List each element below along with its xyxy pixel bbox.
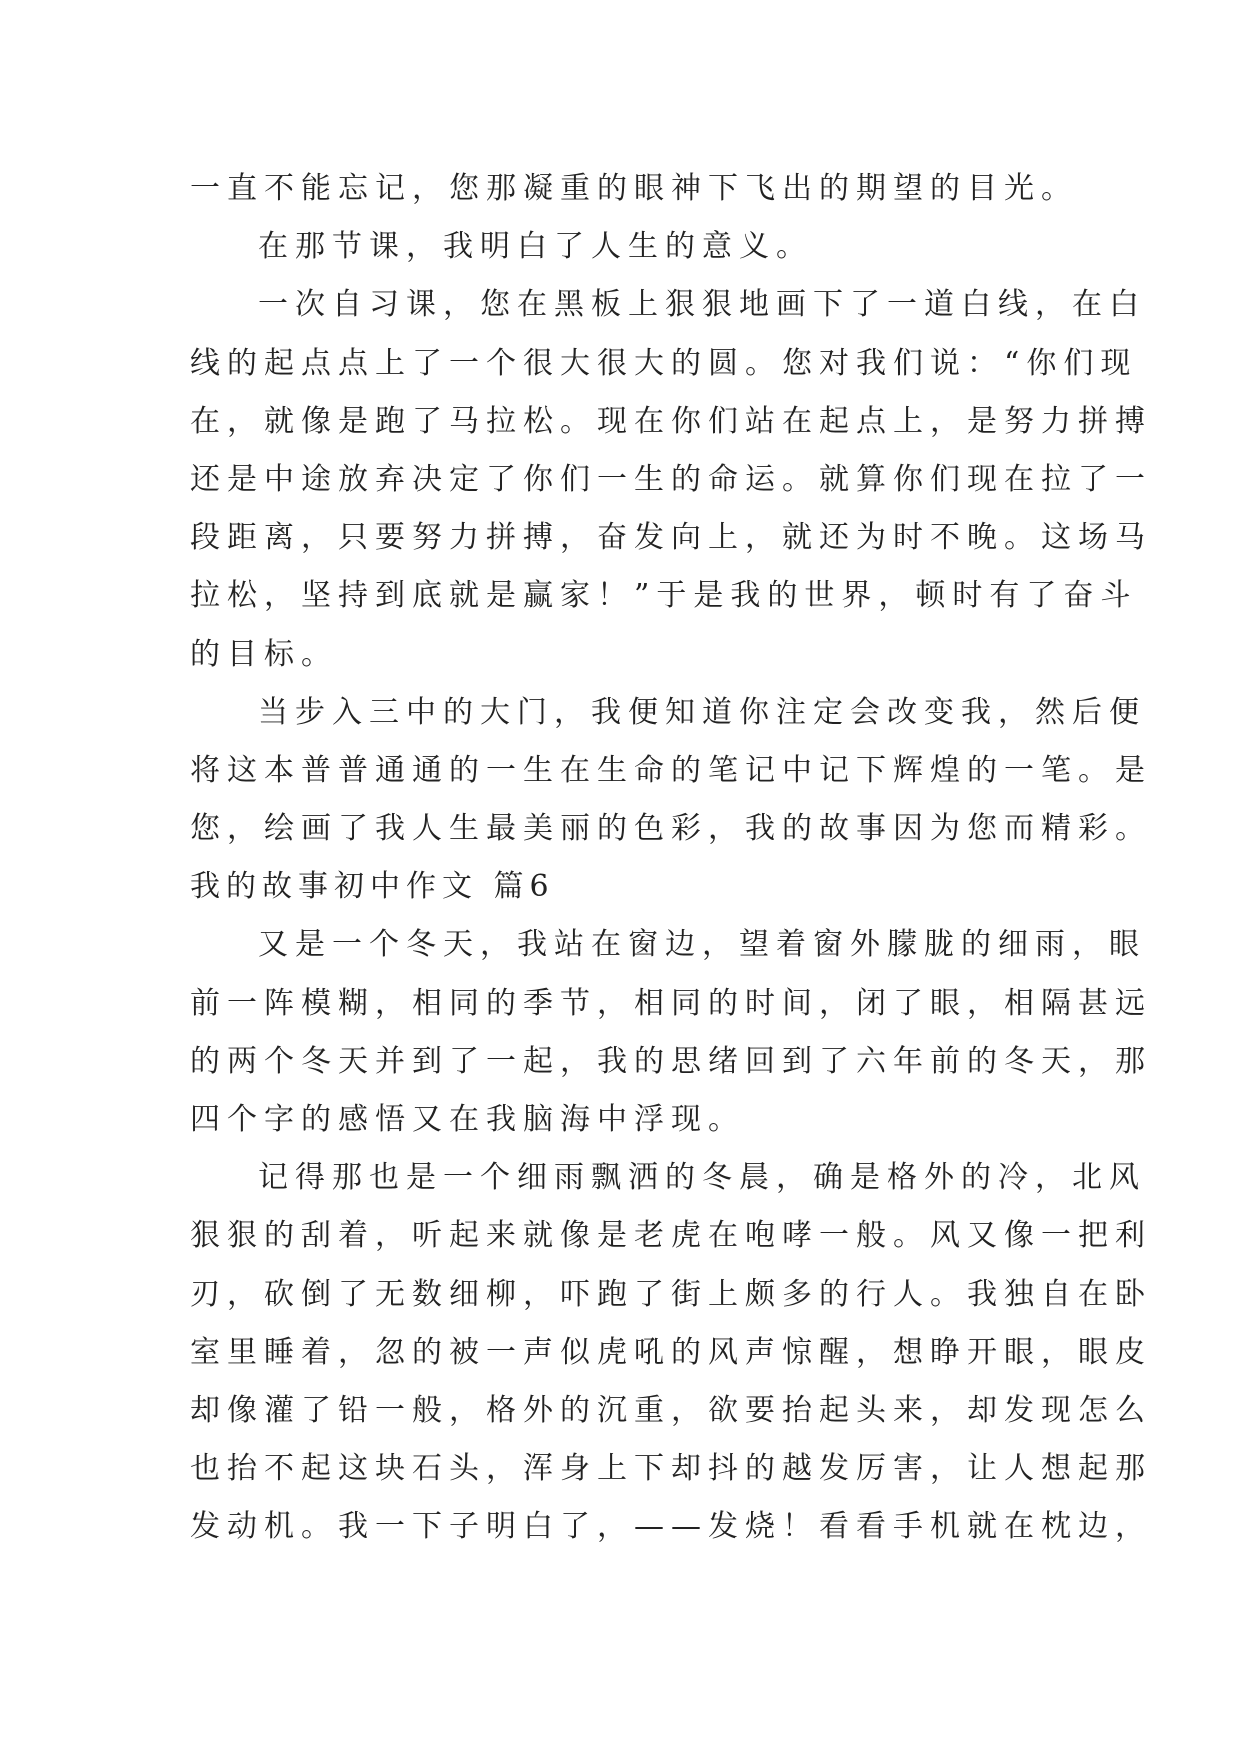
text-line: 段距离，只要努力拼搏，奋发向上，就还为时不晚。这场马: [190, 520, 1152, 556]
body-text: [190, 160, 1152, 1557]
text-line: 的两个冬天并到了一起，我的思绪回到了六年前的冬天，那: [190, 1043, 1152, 1079]
text-line: 发动机。我一下子明白了，——发烧！看看手机就在枕边，: [190, 1509, 1152, 1545]
text-line: 一直不能忘记，您那凝重的眼神下飞出的期望的目光。: [190, 171, 1078, 206]
text-line: 您，绘画了我人生最美丽的色彩，我的故事因为您而精彩。: [190, 811, 1152, 847]
paragraph-first-line: 一次自习课，您在黑板上狠狠地画下了一道白线，在白: [258, 287, 1146, 323]
text-line: 四个字的感悟又在我脑海中浮现。: [190, 1102, 745, 1137]
paragraph-first-line: 当步入三中的大门，我便知道你注定会改变我，然后便: [258, 694, 1146, 730]
text-line: 狠狠的刮着，听起来就像是老虎在咆哮一般。风又像一把利: [190, 1218, 1152, 1254]
text-line: 将这本普普通通的一生在生命的笔记中记下辉煌的一笔。是: [190, 752, 1152, 788]
text-line: 还是中途放弃决定了你们一生的命运。就算你们现在拉了一: [190, 461, 1152, 497]
text-line: 线的起点点上了一个很大很大的圆。您对我们说：“你们现: [190, 345, 1138, 381]
text-line: 拉松，坚持到底就是赢家！”于是我的世界，顿时有了奋斗: [190, 578, 1138, 614]
paragraph-first-line: 在那节课，我明白了人生的意义。: [258, 229, 813, 265]
text-line: 室里睡着，忽的被一声似虎吼的风声惊醒，想睁开眼，眼皮: [190, 1334, 1152, 1370]
text-line: 的目标。: [190, 636, 338, 672]
text-line: 也抬不起这块石头，浑身上下却抖的越发厉害，让人想起那: [190, 1451, 1152, 1487]
paragraph-first-line: 又是一个冬天，我站在窗边，望着窗外朦胧的细雨，眼: [258, 927, 1146, 963]
paragraph-first-line: 记得那也是一个细雨飘洒的冬晨，确是格外的冷，北风: [258, 1160, 1146, 1196]
text-line: 却像灌了铅一般，格外的沉重，欲要抬起头来，却发现怎么: [190, 1392, 1152, 1428]
text-line: 在，就像是跑了马拉松。现在你们站在起点上，是努力拼搏: [190, 403, 1152, 439]
section-heading: 我的故事初中作文 篇6: [190, 869, 555, 905]
text-line: 前一阵模糊，相同的季节，相同的时间，闭了眼，相隔甚远: [190, 985, 1152, 1021]
text-line: 刃，砍倒了无数细柳，吓跑了街上颇多的行人。我独自在卧: [190, 1276, 1152, 1312]
